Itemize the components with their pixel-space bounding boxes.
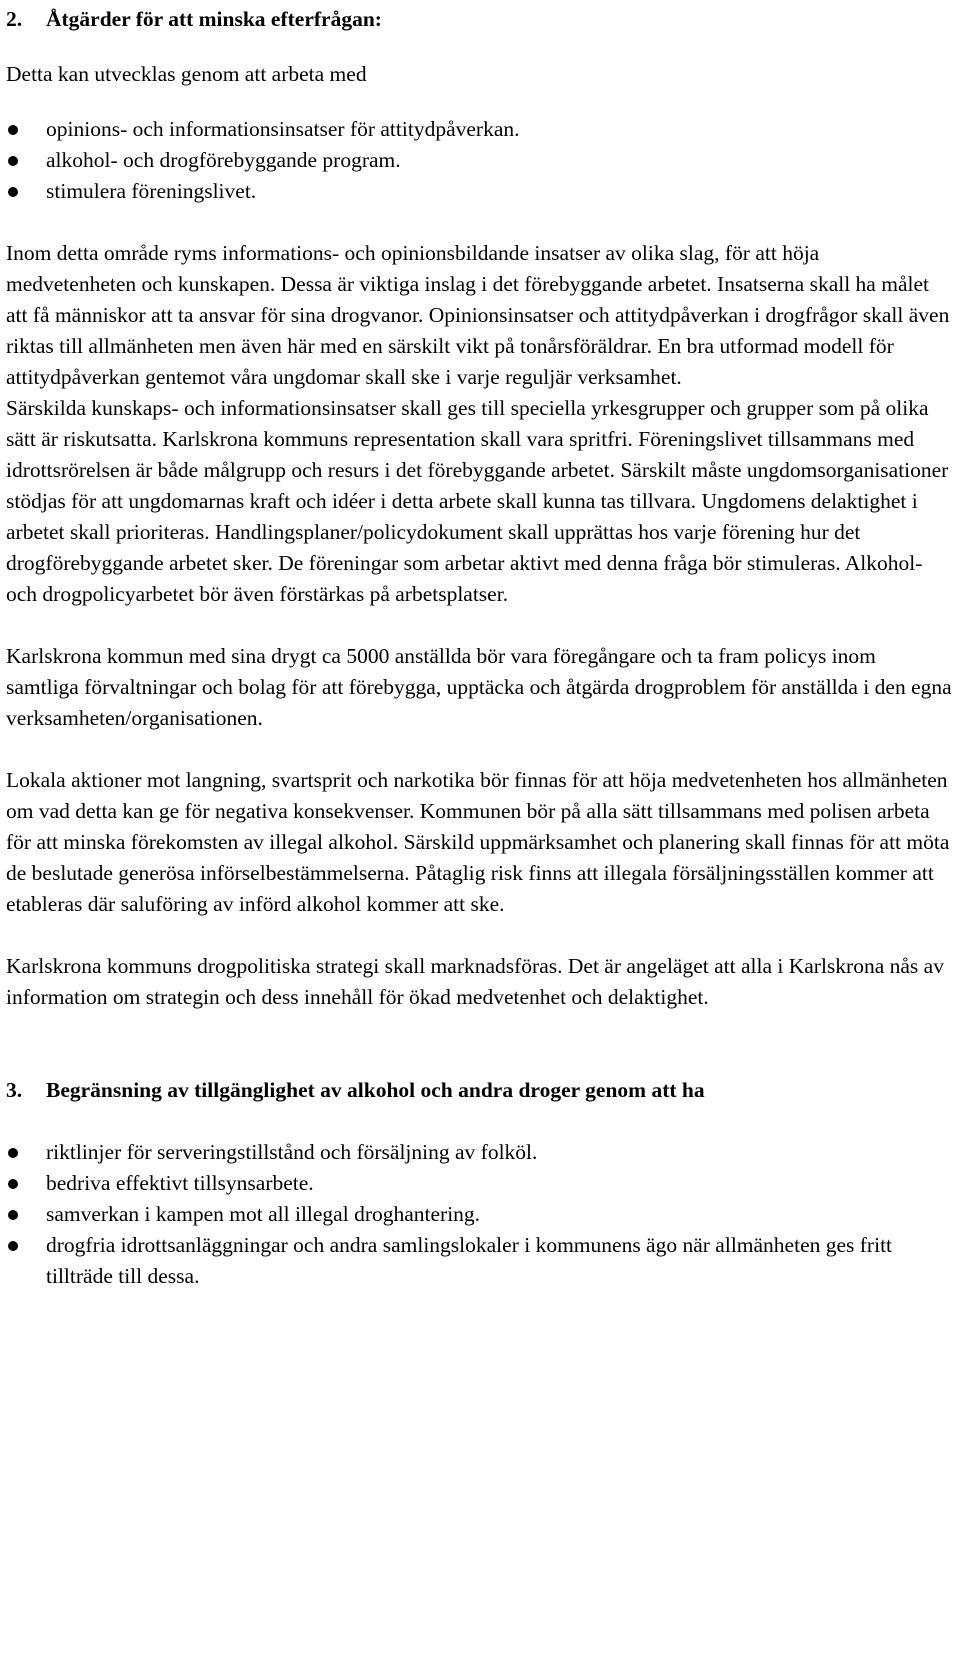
list-item: opinions- och informationsinsatser för attitydpåverkan. xyxy=(6,114,954,145)
section-2-bullet-list xyxy=(6,114,954,207)
list-item: riktlinjer för serveringstillstånd och försäljning av folköl. xyxy=(6,1137,954,1168)
list-item: samverkan i kampen mot all illegal droghantering. xyxy=(6,1199,954,1230)
section-2-paragraph-2: Karlskrona kommun med sina drygt ca 5000 anställda bör vara föregångare och ta fram policys inom samtliga förvaltningar och bolag för att förebygga, upptäcka och åtgärda drogproblem för anställda i den egna verksamheten/organisationen. xyxy=(6,644,958,730)
section-2-paragraph-1: Inom detta område ryms informations- och opinionsbildande insatser av olika slag, för att höja medvetenheten och kunskapen. Dessa är viktiga inslag i det förebyggande arbetet. Insatserna skall ha målet att få människor att ta ansvar för sina drogvanor. Opinionsinsatser och attitydpåverkan i drogfrågor skall även riktas till allmänheten men även här med en särskilt vikt på tonårsföräldrar. En bra utformad modell för attitydpåverkan gentemot våra ungdomar skall ske i varje reguljär verksamhet. Särskilda kunskaps- och informationsinsatser skall ges till speciella yrkesgrupper och grupper som på olika sätt är riskutsatta. Karlskrona kommuns representation skall vara spritfri. Föreningslivet tillsammans med idrottsrörelsen är både målgrupp och resurs i det förebyggande arbetet. Särskilt måste ungdomsorganisationer stödjas för att ungdomarnas kraft och idéer i detta arbete skall kunna tas tillvara. Ungdomens delaktighet i arbetet skall prioriteras. Handlingsplaner/policydokument skall upprättas hos varje förening hur det drogförebyggande arbetet sker. De föreningar som arbetar aktivt med denna fråga bör stimuleras. Alkohol- och drogpolicyarbetet bör även förstärkas på arbetsplatser. xyxy=(6,241,950,606)
section-2-paragraph-4: Karlskrona kommuns drogpolitiska strategi skall marknadsföras. Det är angeläget att alla i Karlskrona nås av information om strategin och dess innehåll för ökad medvetenhet och delaktighet. xyxy=(6,954,950,1009)
section-2-intro: Detta kan utvecklas genom att arbeta med xyxy=(6,62,367,86)
document-page xyxy=(6,4,960,1292)
list-item: alkohol- och drogförebyggande program. xyxy=(6,145,954,176)
bullet-icon xyxy=(8,1210,18,1220)
section-2-number: 2. xyxy=(6,7,23,31)
bullet-icon xyxy=(8,125,18,135)
section-3-bullet-list xyxy=(6,1137,954,1292)
section-3-heading xyxy=(6,1075,954,1106)
bullet-icon xyxy=(8,156,18,166)
section-2-paragraph-3: Lokala aktioner mot langning, svartsprit och narkotika bör finnas för att höja medvetenheten hos allmänheten om vad detta kan ge för negativa konsekvenser. Kommunen bör på alla sätt tillsammans med polisen arbeta för att minska förekomsten av illegal alkohol. Särskild uppmärksamhet och planering skall finnas för att möta de beslutade generösa införselbestämmelserna. Påtaglig risk finns att illegala försäljningsställen kommer att etableras där saluföring av införd alkohol kommer att ske. xyxy=(6,768,960,916)
list-item: stimulera föreningslivet. xyxy=(6,176,954,207)
list-item: drogfria idrottsanläggningar och andra samlingslokaler i kommunens ägo när allmänheten ges fritt tillträde till dessa. xyxy=(6,1230,954,1292)
section-3-number: 3. xyxy=(6,1078,23,1102)
section-3-title: Begränsning av tillgänglighet av alkohol och andra droger genom att ha xyxy=(46,1078,705,1102)
section-2-title: Åtgärder för att minska efterfrågan: xyxy=(46,7,382,31)
bullet-icon xyxy=(8,1179,18,1189)
bullet-icon xyxy=(8,1148,18,1158)
bullet-icon xyxy=(8,1241,18,1251)
bullet-icon xyxy=(8,187,18,197)
section-2-heading xyxy=(6,4,954,35)
list-item: bedriva effektivt tillsynsarbete. xyxy=(6,1168,954,1199)
